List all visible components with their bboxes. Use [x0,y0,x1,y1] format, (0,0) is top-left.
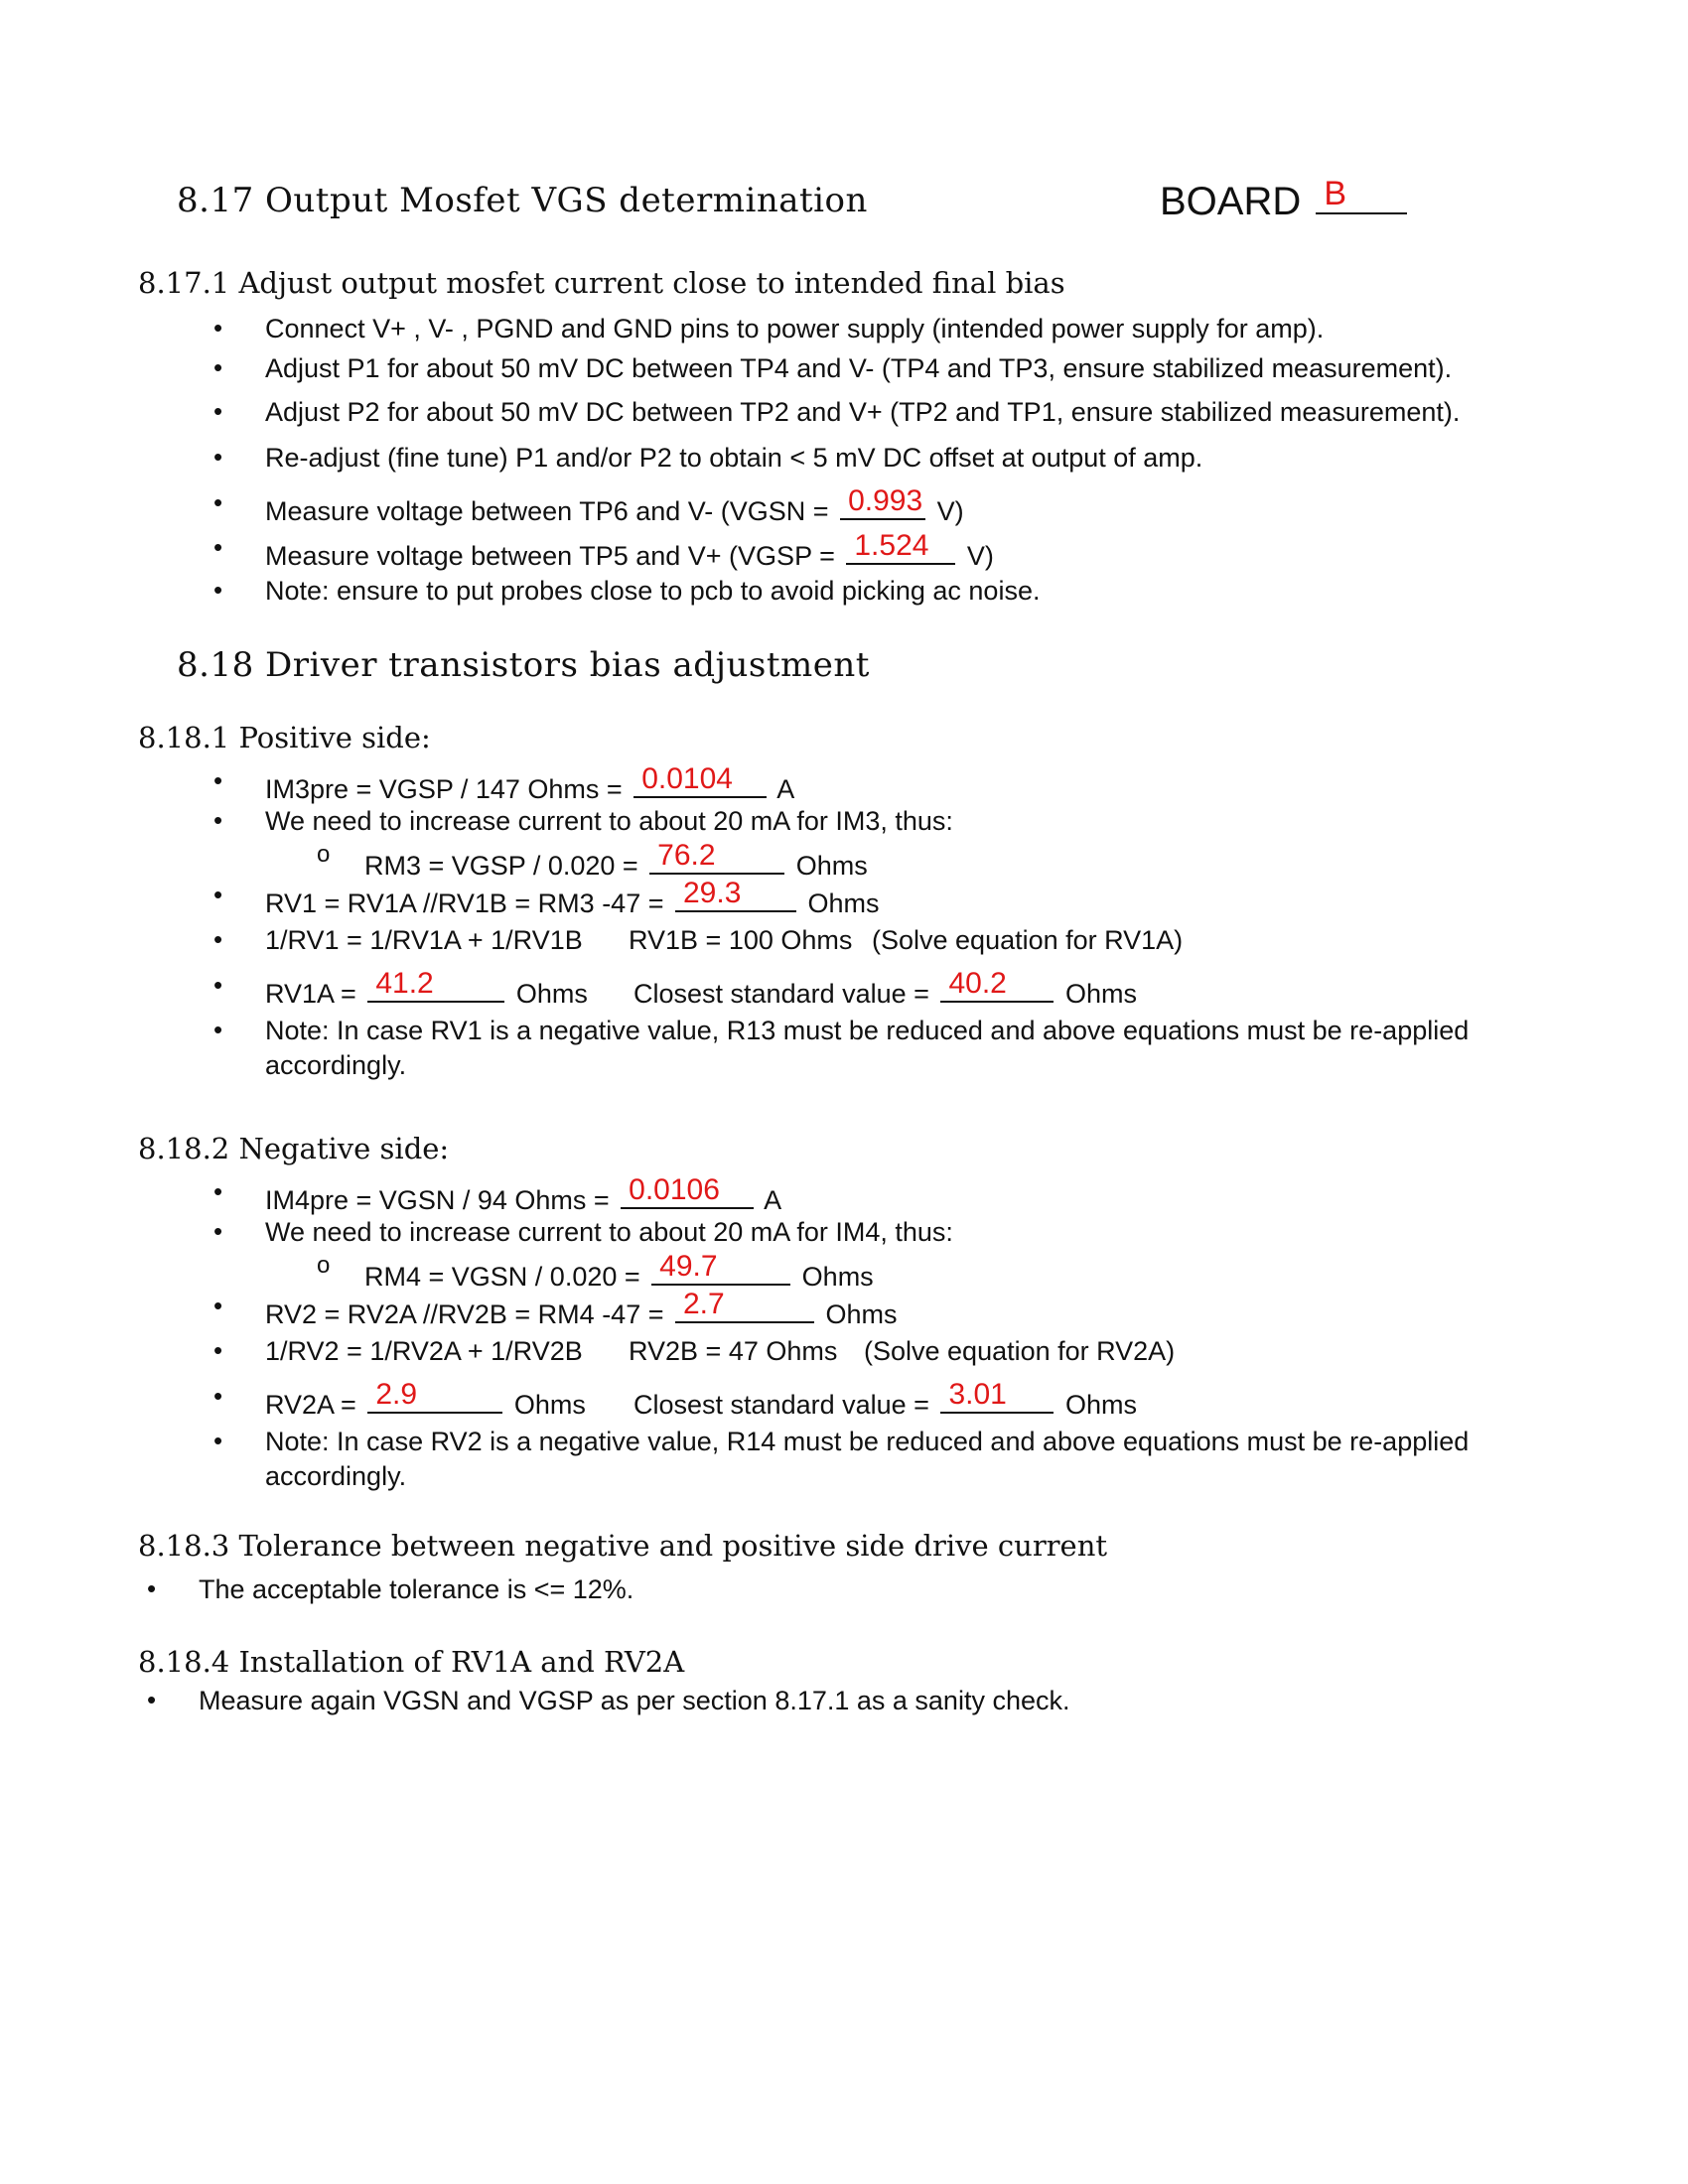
rm4-unit: Ohms [801,1262,874,1292]
rv2a-standard-value: 3.01 [948,1378,1007,1411]
list-item: • Adjust P2 for about 50 mV DC between TP2 and V+ (TP2 and TP1, ensure stabilized measurement). [265,397,1460,428]
im3pre-value: 0.0104 [641,762,733,795]
list-item-note: • Note: In case RV2 is a negative value, R14 must be reduced and above equations must be re-applied [265,1427,1469,1457]
rv1a-standard-unit: Ohms [1064,979,1137,1009]
list-item: • Adjust P1 for about 50 mV DC between TP4 and V- (TP4 and TP3, ensure stabilized measurement). [265,353,1452,384]
list-item-im4pre [265,1173,782,1216]
vgsp-blank [846,529,955,565]
sub-list-item-rm3 [364,839,868,882]
vgsp-label: Measure voltage between TP5 and V+ (VGSP = [265,541,835,571]
subsection-title-8-17-1: 8.17.1 Adjust output mosfet current close to intended final bias [138,266,1065,300]
rv2a-blank [367,1378,502,1414]
list-item-note: • Note: In case RV1 is a negative value, R13 must be reduced and above equations must be re-applied [265,1016,1469,1046]
rv1a-blank [367,967,504,1003]
list-item: • Connect V+ , V- , PGND and GND pins to power supply (intended power supply for amp). [265,314,1324,344]
list-item-rv2-equation [265,1336,583,1367]
list-item-rv1-equation [265,925,583,956]
board-label: BOARD [1160,180,1302,223]
rv2a-unit: Ohms [513,1390,586,1420]
vgsn-unit: V) [936,496,964,526]
rv1-blank [675,877,796,912]
rm3-label: RM3 = VGSP / 0.020 = [364,851,638,881]
rv2-equation: 1/RV2 = 1/RV2A + 1/RV2B [265,1336,583,1366]
rv2-label: RV2 = RV2A //RV2B = RM4 -47 = [265,1299,664,1329]
section-title-8-17: 8.17 Output Mosfet VGS determination [177,181,868,220]
rv1b-value: RV1B = 100 Ohms [629,925,853,955]
im4pre-unit: A [764,1185,782,1215]
list-item: • We need to increase current to about 20 mA for IM4, thus: [265,1217,953,1248]
rm4-blank [651,1250,790,1286]
rm4-label: RM4 = VGSN / 0.020 = [364,1262,640,1292]
rv1-unit: Ohms [807,888,880,918]
board-field [1160,177,1411,224]
list-item: • The acceptable tolerance is <= 12%. [199,1574,633,1605]
vgsn-value: 0.993 [848,484,923,517]
vgsp-unit: V) [966,541,994,571]
im4pre-label: IM4pre = VGSN / 94 Ohms = [265,1185,610,1215]
rv1-equation: 1/RV1 = 1/RV1A + 1/RV1B [265,925,583,955]
list-item: • Measure again VGSN and VGSP as per section 8.17.1 as a sanity check. [199,1686,1070,1716]
list-item: • We need to increase current to about 20 mA for IM3, thus: [265,806,953,837]
list-item-rv1a [265,967,588,1010]
rv1-value: 29.3 [683,877,742,909]
im3pre-label: IM3pre = VGSP / 147 Ohms = [265,774,623,804]
im4pre-value: 0.0106 [629,1173,720,1206]
list-item-im3pre [265,762,795,805]
rv1a-standard [633,967,1137,1010]
list-item: • Note: ensure to put probes close to pcb to avoid picking ac noise. [265,576,1040,607]
rv1a-value: 41.2 [375,967,434,1000]
rv2a-label: RV2A = [265,1390,356,1420]
vgsn-blank [840,484,925,520]
note-continuation: accordingly. [265,1050,407,1080]
rv2a-standard [633,1378,1137,1421]
vgsn-label: Measure voltage between TP6 and V- (VGSN = [265,496,829,526]
list-item: • Re-adjust (fine tune) P1 and/or P2 to obtain < 5 mV DC offset at output of amp. [265,443,1202,474]
rv2a-instruction: (Solve equation for RV2A) [864,1336,1176,1366]
note-continuation: accordingly. [265,1461,407,1491]
subsection-title-8-18-2: 8.18.2 Negative side: [138,1132,450,1165]
section-title-8-18: 8.18 Driver transistors bias adjustment [177,645,870,685]
subsection-title-8-18-1: 8.18.1 Positive side: [138,721,431,754]
list-item-vgsn [265,484,964,527]
sub-list-item-rm4 [364,1250,874,1293]
standard-value-label: Closest standard value = [633,1390,929,1420]
list-item-vgsp [265,529,994,572]
rv1a-instruction: (Solve equation for RV1A) [872,925,1184,955]
vgsp-value: 1.524 [854,529,929,562]
subsection-title-8-18-4: 8.18.4 Installation of RV1A and RV2A [138,1645,685,1679]
rm3-blank [649,839,784,875]
list-item-rv2a [265,1378,586,1421]
standard-value-label: Closest standard value = [633,979,929,1009]
rm4-value: 49.7 [659,1250,718,1283]
im3pre-unit: A [776,774,795,804]
rv1a-unit: Ohms [515,979,588,1009]
board-blank [1316,177,1407,214]
rv2-value: 2.7 [683,1288,725,1320]
rv2a-standard-blank [940,1378,1054,1414]
rv2-unit: Ohms [825,1299,898,1329]
subsection-title-8-18-3: 8.18.3 Tolerance between negative and positive side drive current [138,1529,1108,1563]
rv1-label: RV1 = RV1A //RV1B = RM3 -47 = [265,888,664,918]
rv1a-standard-blank [940,967,1054,1003]
board-value: B [1324,175,1347,212]
list-item-rv2 [265,1288,898,1330]
rv2b-value: RV2B = 47 Ohms [629,1336,838,1366]
rv2-blank [675,1288,814,1323]
rv1a-label: RV1A = [265,979,356,1009]
rv2a-value: 2.9 [375,1378,418,1411]
im4pre-blank [621,1173,754,1209]
rm3-value: 76.2 [657,839,716,872]
rv1a-standard-value: 40.2 [948,967,1007,1000]
rm3-unit: Ohms [795,851,868,881]
list-item-rv1 [265,877,880,919]
im3pre-blank [633,762,767,798]
rv2a-standard-unit: Ohms [1064,1390,1137,1420]
